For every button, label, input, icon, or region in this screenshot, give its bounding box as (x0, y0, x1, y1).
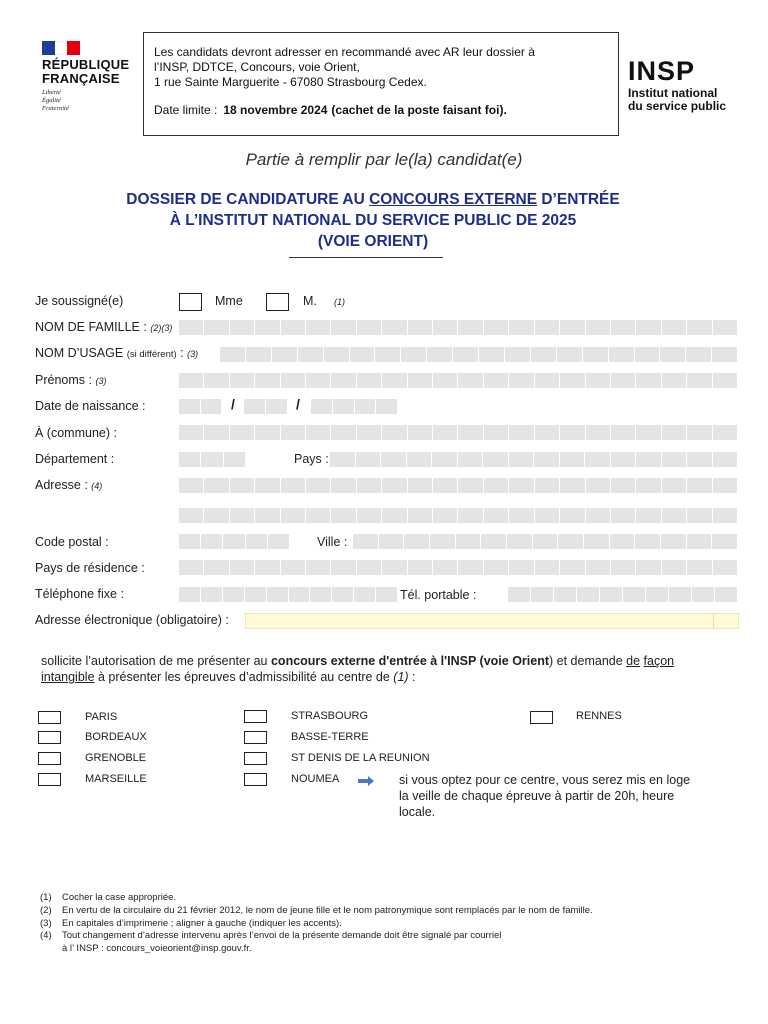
part-title: Partie à remplir par le(la) candidat(e) (245, 150, 523, 169)
email-field[interactable] (245, 613, 739, 629)
pays-residence-field[interactable] (179, 560, 737, 575)
footnote-ref: (1) (334, 297, 345, 307)
m-checkbox[interactable] (266, 293, 289, 311)
pays-label: Pays : (294, 452, 329, 466)
soussigne-label: Je soussigné(e) (35, 294, 124, 308)
centre-st-denis-label: ST DENIS DE LA REUNION (291, 752, 430, 764)
marianne-flag-logo (42, 41, 80, 55)
deadline-note: (cachet de la poste faisant foi). (331, 103, 507, 117)
telephone-fixe-field[interactable] (179, 587, 397, 602)
centre-marseille-checkbox[interactable] (38, 773, 61, 786)
email-label: Adresse électronique (obligatoire) : (35, 613, 229, 627)
adresse-label: Adresse : (4) (35, 478, 103, 492)
nom-usage-label: NOM D’USAGE (si différent) : (3) (35, 346, 199, 360)
info-line: Les candidats devront adresser en recommandé avec AR leur dossier à (154, 45, 535, 59)
pays-residence-label: Pays de résidence : (35, 561, 145, 575)
centre-rennes-checkbox[interactable] (530, 711, 553, 724)
telephone-portable-label: Tél. portable : (400, 588, 477, 602)
centre-paris-label: PARIS (85, 711, 118, 723)
republic-motto: Liberté Égalité Fraternité (42, 89, 69, 112)
adresse-field-line1[interactable] (179, 478, 737, 493)
commune-field[interactable] (179, 425, 737, 440)
republique-francaise-logo-text: RÉPUBLIQUE FRANÇAISE (42, 57, 130, 86)
centre-strasbourg-checkbox[interactable] (244, 710, 267, 723)
centre-basse-terre-label: BASSE-TERRE (291, 731, 369, 743)
commune-label: À (commune) : (35, 426, 117, 440)
date-separator: / (296, 396, 300, 412)
centre-grenoble-label: GRENOBLE (85, 752, 147, 764)
departement-field[interactable] (179, 452, 245, 467)
centre-paris-checkbox[interactable] (38, 711, 61, 724)
mme-checkbox[interactable] (179, 293, 202, 311)
centre-noumea-label: NOUMEA (291, 773, 340, 785)
telephone-portable-field[interactable] (508, 587, 737, 602)
deadline-label: Date limite : (154, 103, 218, 117)
m-label: M. (303, 294, 317, 308)
mme-label: Mme (215, 294, 243, 308)
nom-famille-label: NOM DE FAMILLE : (2)(3) (35, 320, 173, 334)
centre-bordeaux-label: BORDEAUX (85, 731, 147, 743)
noumea-note: si vous optez pour ce centre, vous serez mis en loge la veille de chaque épreuve à partir de 20h, heure locale. (399, 773, 691, 819)
adresse-field-line2[interactable] (179, 508, 737, 523)
pays-field[interactable] (330, 452, 737, 467)
birth-month-field[interactable] (244, 399, 287, 414)
birth-year-field[interactable] (311, 399, 397, 414)
ville-label: Ville : (317, 535, 348, 549)
document-title: DOSSIER DE CANDIDATURE AU CONCOURS EXTERNE D’ENTRÉE À L’INSTITUT NATIONAL DU SERVICE PUBLIC DE 2025 (VOIE ORIENT) (126, 191, 620, 250)
departement-label: Département : (35, 452, 115, 466)
prenoms-field[interactable] (179, 373, 737, 388)
deadline-date: 18 novembre 2024 (223, 103, 328, 117)
centre-basse-terre-checkbox[interactable] (244, 731, 267, 744)
birth-day-field[interactable] (179, 399, 221, 414)
centre-noumea-checkbox[interactable] (244, 773, 267, 786)
telephone-fixe-label: Téléphone fixe : (35, 587, 124, 601)
code-postal-label: Code postal : (35, 535, 109, 549)
code-postal-field[interactable] (179, 534, 289, 549)
nom-usage-field[interactable] (220, 347, 737, 362)
insp-logo: INSP (628, 56, 696, 86)
ville-field[interactable] (353, 534, 737, 549)
centre-strasbourg-label: STRASBOURG (291, 710, 369, 722)
centre-grenoble-checkbox[interactable] (38, 752, 61, 765)
prenoms-label: Prénoms : (3) (35, 373, 107, 387)
footnote: (1) Cocher la case appropriée. (40, 892, 177, 903)
submission-info-box (143, 32, 619, 136)
centre-marseille-label: MARSEILLE (85, 773, 147, 785)
info-line: 1 rue Sainte Marguerite - 67080 Strasbourg Cedex. (154, 75, 427, 89)
centre-st-denis-checkbox[interactable] (244, 752, 267, 765)
request-paragraph: sollicite l’autorisation de me présenter au concours externe d'entrée à l'INSP (voie Orient) et demande de façon intangible à présenter les épreuves d’admissibilité au centre de (1) : (41, 654, 675, 684)
arrow-right-icon (358, 776, 374, 786)
date-naissance-label: Date de naissance : (35, 399, 146, 413)
insp-logo-subtitle: Institut national du service public (628, 86, 727, 113)
centre-bordeaux-checkbox[interactable] (38, 731, 61, 744)
deadline-line (154, 103, 608, 118)
info-line: l’INSP, DDTCE, Concours, voie Orient, (154, 60, 360, 74)
date-separator: / (231, 396, 235, 412)
footnote: (3) En capitales d’imprimerie ; aligner à gauche (indiquer les accents). (40, 918, 342, 929)
footnote: (2) En vertu de la circulaire du 21 février 2012, le nom de jeune fille et le nom patronymique sont remplacés par le nom de famille. (40, 905, 593, 916)
centre-rennes-label: RENNES (576, 710, 622, 722)
nom-famille-field[interactable] (179, 320, 737, 335)
footnote: (4) Tout changement d’adresse intervenu après l’envoi de la présente demande doit être signalé par courriel (40, 930, 502, 941)
footnote: à l’ INSP : concours_voieorient@insp.gouv.fr. (62, 943, 252, 954)
title-divider (289, 257, 443, 258)
